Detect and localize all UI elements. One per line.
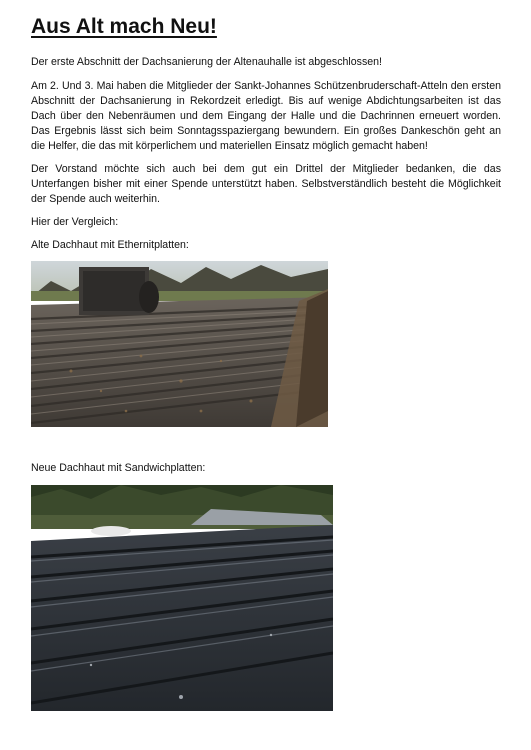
- document-page: [31, 14, 501, 711]
- details-paragraph: Am 2. Und 3. Mai haben die Mitglieder der Sankt-Johannes Schützenbruderschaft-Atteln den ersten Abschnitt der Dachsanierung in Rekordzeit erledigt. Bis auf wenige Abdichtungsarbeiten ist das Dach über den Nebenräumen und dem Eingang der Halle und die Dachrinnen erneuert worden. Das Ergebnis lässt sich beim Sonntagsspaziergang bewundern. Ein großes Dankeschön geht an die Helfer, die das mit körperlichem und materiellen Einsatz möglich gemacht haben!: [31, 80, 501, 152]
- page-title: Aus Alt mach Neu!: [31, 15, 217, 38]
- new-roof-photo: [31, 485, 333, 711]
- comparison-paragraph: Hier der Vergleich:: [31, 216, 119, 228]
- old-roof-caption: Alte Dachhaut mit Ethernitplatten:: [31, 239, 189, 251]
- old-roof-photo: [31, 261, 328, 427]
- new-roof-caption: Neue Dachhaut mit Sandwichplatten:: [31, 462, 206, 474]
- thanks-paragraph: Der Vorstand möchte sich auch bei dem gut ein Drittel der Mitglieder bedanken, die das Unterfangen bisher mit einer Spende unterstützt haben. Selbstverständlich besteht die Möglichkeit der Spende auch weiterhin.: [31, 163, 501, 205]
- intro-paragraph: Der erste Abschnitt der Dachsanierung der Altenauhalle ist abgeschlossen!: [31, 56, 382, 68]
